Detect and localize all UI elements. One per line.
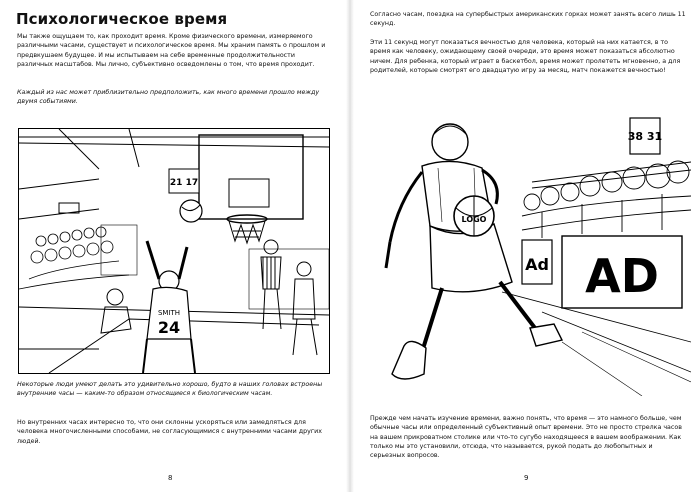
page-number-right: 9 <box>524 474 529 482</box>
page-number-left: 8 <box>168 474 173 482</box>
page-title: Психологическое время <box>16 10 228 28</box>
banner-ad-large: AD <box>585 249 659 303</box>
basketball-shot-illustration <box>18 128 330 374</box>
jersey-number: 24 <box>157 318 181 337</box>
right-paragraph-3: Прежде чем начать изучение времени, важно понять, что время — это намного больше, чем обычные часы или определенный субъективный опыт времени. Это не просто стрелка часов на вашем прикроватном столике или что-то сугубо находящееся в вашем воображении. Как только мы это установили, отсюда, что называется, рукой подать до любопытных и серьезных вопросов. <box>370 415 682 460</box>
basketball-dribble-illustration <box>382 112 691 396</box>
banner-ad-small: Ad <box>525 255 549 274</box>
left-paragraph-3: Некоторые люди умеют делать это удивительно хорошо, будто в наших головах встроены внутренние часы — каким-то образом относящиеся к биологическим часам. <box>17 381 323 398</box>
right-paragraph-1: Согласно часам, поездка на супербыстрых американских горках может занять всего лишь 11 секунд. <box>370 11 686 28</box>
ball-logo-text: LOGO <box>461 215 487 224</box>
left-page <box>0 0 346 492</box>
jersey-name: SMITH <box>157 309 181 317</box>
right-page <box>354 0 699 492</box>
right-paragraph-2: Эти 11 секунд могут показаться вечностью для человека, который на них катается, в то время как человеку, ожидающему своей очереди, это время может показаться абсолютно ничем. Для ребенка, который играет в баскетбол, время может пролететь мгновенно, а для родителей, которые смотрят его двадцатую игру за месяц, матч покажется вечностью! <box>370 39 681 74</box>
scoreboard-text: 21 17 <box>169 178 199 188</box>
left-paragraph-4: Но внутренних часах интересно то, что они склонны ускоряться или замедляться для человека многочисленными способами, не согласующимися с внутренними часами других людей. <box>17 419 322 445</box>
book-gutter <box>346 0 354 492</box>
left-paragraph-2: Каждый из нас может приблизительно предположить, как много времени прошло между двумя событиями. <box>17 89 320 106</box>
left-paragraph-1: Мы также ощущаем то, как проходит время. Кроме физического времени, измеряемого различными часами, существует и психологическое время. Мы храним память о прошлом и предвкушаем будущее. И мы испытываем на себе временные продолжительности различных масштабов. Мы лично, субъективно осведомлены о том, что время проходит. <box>17 33 326 68</box>
scoreboard-text: 38 31 <box>627 130 663 143</box>
